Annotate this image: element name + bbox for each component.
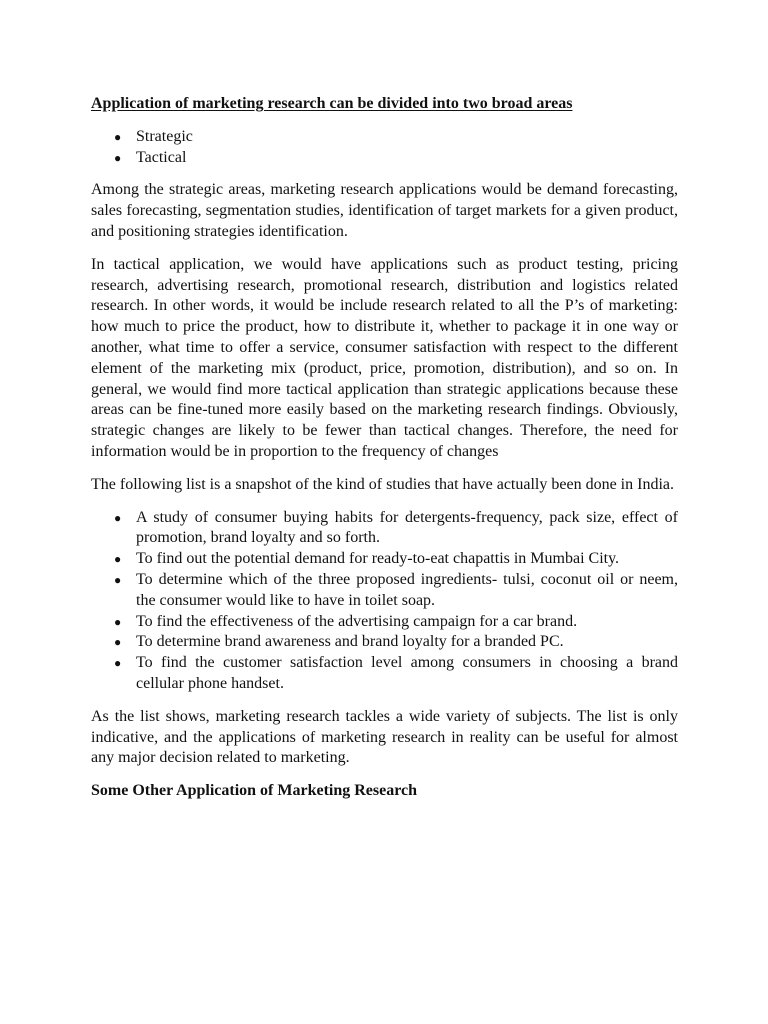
document-body bbox=[91, 94, 678, 814]
list-item bbox=[114, 549, 678, 570]
list-item bbox=[114, 127, 678, 148]
paragraph-strategic: Among the strategic areas, marketing research applications would be demand forecasting, sales forecasting, segmentation studies, identification of target markets for a given product, and positioning strategies identification. bbox=[91, 181, 678, 240]
bullet-icon: ● bbox=[114, 150, 122, 165]
list-item bbox=[114, 632, 678, 653]
paragraph-conclusion: As the list shows, marketing research tackles a wide variety of subjects. The list is only indicative, and the applications of marketing research in reality can be useful for almost any major decision related to marketing. bbox=[91, 707, 678, 767]
bullet-icon: ● bbox=[114, 510, 122, 525]
bullet-icon: ● bbox=[114, 635, 122, 650]
list-item-text: To find out the potential demand for ready-to-eat chapattis in Mumbai City. bbox=[136, 550, 620, 568]
paragraph-tactical: In tactical application, we would have applications such as product testing, pricing research, advertising research, promotional research, distribution and logistics related research. In other words, it would be include research related to all the P’s of marketing: how much to price the product, how to distribute it, whether to package it in one way or another, what time to offer a service, consumer satisfaction with respect to the different element of the marketing mix (product, price, promotion, distribution), and so on. In general, we would find more tactical application than strategic applications because these areas can be fine-tuned more easily based on the marketing research findings. Obviously, strategic changes are likely to be fewer than tactical changes. Therefore, the need for information would be in proportion to the frequency of changes bbox=[91, 255, 678, 460]
list-item bbox=[114, 653, 678, 695]
list-item bbox=[114, 508, 678, 550]
bullet-icon: ● bbox=[114, 552, 122, 567]
list-item-text: Strategic bbox=[136, 127, 193, 145]
areas-list bbox=[91, 127, 678, 169]
list-item-text: To find the effectiveness of the advertising campaign for a car brand. bbox=[136, 612, 578, 630]
list-item bbox=[114, 148, 678, 169]
studies-list bbox=[91, 508, 678, 695]
list-item bbox=[114, 612, 678, 633]
list-item-text: Tactical bbox=[136, 148, 187, 166]
bullet-icon: ● bbox=[114, 656, 122, 671]
list-item-text: To determine brand awareness and brand loyalty for a branded PC. bbox=[136, 633, 564, 651]
section-heading: Application of marketing research can be divided into two broad areas bbox=[91, 95, 573, 112]
bullet-icon: ● bbox=[114, 572, 122, 587]
bullet-icon: ● bbox=[114, 614, 122, 629]
list-item-text: To find the customer satisfaction level among consumers in choosing a brand cellular phone handset. bbox=[136, 654, 678, 692]
list-item bbox=[114, 570, 678, 612]
list-item-text: A study of consumer buying habits for detergents-frequency, pack size, effect of promotion, brand loyalty and so forth. bbox=[136, 508, 678, 547]
subheading: Some Other Application of Marketing Research bbox=[91, 782, 418, 800]
bullet-icon: ● bbox=[114, 129, 122, 144]
paragraph-list-intro: The following list is a snapshot of the kind of studies that have actually been done in India. bbox=[91, 475, 674, 493]
list-item-text: To determine which of the three proposed ingredients- tulsi, coconut oil or neem, the consumer would like to have in toilet soap. bbox=[136, 570, 678, 609]
